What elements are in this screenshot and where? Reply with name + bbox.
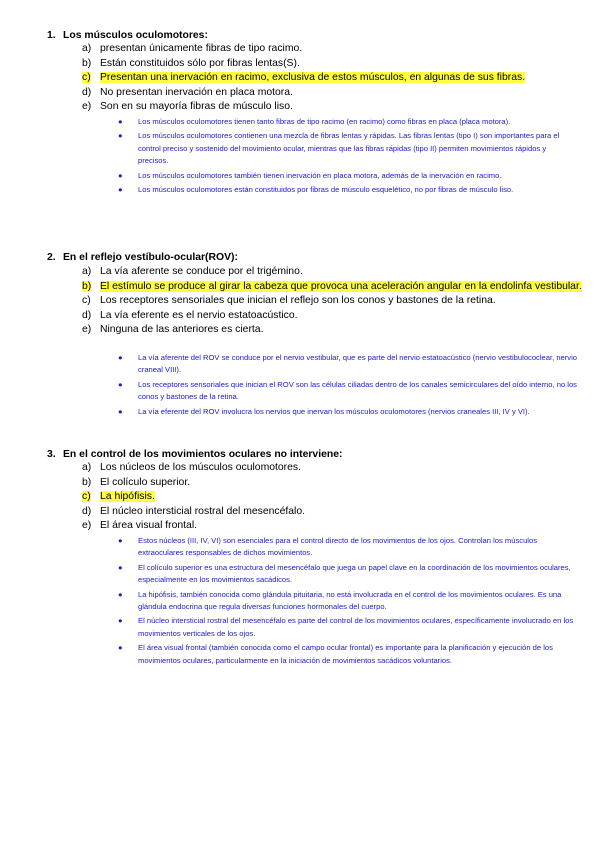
option-d: d) El núcleo intersticial rostral del mesencéfalo.: [82, 505, 306, 517]
note-item: ● La vía aferente del ROV se conduce por el nervio vestibular, que es parte del nervio estatoacústico (nervio vestibulococlear, nervio craneal VIII).: [118, 353, 577, 375]
note-item: ● Los músculos oculomotores también tienen inervación en placa motora, además de la inervación en racimo.: [118, 170, 578, 182]
option-b-correct: b) El estímulo se produce al girar la cabeza que provoca una aceleración angular en la endolinfa vestibular.: [82, 280, 582, 292]
option-e: e) Son en su mayoría fibras de músculo liso.: [82, 101, 293, 113]
bullet-icon: ●: [118, 643, 123, 653]
option-a: a) Los núcleos de los músculos oculomotores.: [82, 462, 301, 473]
question-number: 1.: [47, 30, 56, 41]
question-number: 2.: [47, 252, 56, 263]
note-item: ● Los músculos oculomotores están constituidos por fibras de músculo esquelético, no por fibras de músculo liso.: [118, 184, 578, 196]
question-text: En el control de los movimientos oculares no interviene:: [63, 449, 343, 460]
note-item: ● El núcleo intersticial rostral del mesencéfalo es parte del control de los movimientos oculares, específicamente involucrado en los movimientos verticales de los ojos.: [118, 616, 574, 638]
option-a: a) presentan únicamente fibras de tipo racimo.: [82, 43, 303, 54]
option-c-correct: c) La hipófisis.: [82, 491, 155, 503]
bullet-icon: ●: [118, 536, 123, 545]
bullet-icon: ●: [118, 406, 123, 416]
note-item: ● Los músculos oculomotores tienen tanto fibras de tipo racimo (en racimo) como fibras en placa (placa motora).: [118, 116, 578, 128]
option-d: d) No presentan inervación en placa motora.: [82, 86, 293, 98]
bullet-icon: ●: [118, 131, 123, 141]
option-c: c) Los receptores sensoriales que inician el reflejo son los conos y bastones de la retina.: [82, 295, 496, 307]
note-item: ● El colículo superior es una estructura del mesencéfalo que juega un papel clave en la coordinación de los movimientos oculares, especialmente en los movimientos sacádicos.: [118, 562, 571, 585]
note-item: ● La hipófisis, también conocida como glándula pituitaria, no está involucrada en el control de los movimientos oculares. Es una glándula endocrina que regula diversas funciones hormonales del cuerpo.: [118, 589, 562, 612]
explanation-notes: [118, 116, 578, 198]
bullet-icon: ●: [118, 379, 123, 389]
question-title: [47, 29, 208, 43]
question-number: 3.: [47, 449, 56, 460]
option-b: b) Están constituidos sólo por fibras lentas(S).: [82, 57, 300, 69]
question-text: En el reflejo vestíbulo-ocular(ROV):: [63, 252, 238, 263]
note-item: ● Estos núcleos (III, IV, VI) son esenciales para el control directo de los movimientos de los ojos. Controlan los músculos extraoculares responsables de dichos movimientos.: [118, 536, 538, 558]
bullet-icon: ●: [118, 353, 123, 362]
bullet-icon: ●: [118, 170, 123, 180]
note-item: ● Los receptores sensoriales que inician el ROV son las células ciliadas dentro de los canales semicirculares del oído interno, no los conos y bastones de la retina.: [118, 379, 577, 402]
option-d: d) La vía eferente es el nervio estatoacústico.: [82, 309, 298, 321]
option-e: e) El área visual frontal.: [82, 520, 198, 532]
option-b: b) El colículo superior.: [82, 476, 191, 488]
option-c-correct: c) Presentan una inervación en racimo, exclusiva de estos músculos, en algunas de sus fibras.: [82, 72, 526, 84]
option-e: e) Ninguna de las anteriores es cierta.: [82, 324, 264, 336]
options-list: [82, 265, 582, 338]
question-text: Los músculos oculomotores:: [63, 30, 208, 41]
note-item: ● Los músculos oculomotores contienen una mezcla de fibras lentas y rápidas. Las fibras lentas (tipo I) son importantes para el control preciso y sostenido del movimiento ocular, mientras que las fibras rápidas (tipo II) permiten movimientos rápidos y precisos.: [118, 131, 560, 166]
options-list: [82, 42, 582, 115]
bullet-icon: ●: [118, 185, 123, 195]
bullet-icon: ●: [118, 562, 123, 572]
question-title: [47, 251, 238, 265]
option-a: a) La vía aferente se conduce por el trigémino.: [82, 266, 303, 277]
note-item: ● La vía eferente del ROV involucra los nervios que inervan los músculos oculomotores (nervios craneales III, IV y VI).: [118, 406, 578, 418]
bullet-icon: ●: [118, 616, 123, 626]
question-title: [47, 448, 342, 462]
note-item: ● El área visual frontal (también conocida como el campo ocular frontal) es importante para la planificación y ejecución de los movimientos oculares, particularmente en la iniciación de movimientos sacádicos voluntarios.: [118, 643, 553, 665]
explanation-notes: [118, 535, 578, 669]
bullet-icon: ●: [118, 589, 123, 599]
bullet-icon: ●: [118, 117, 123, 126]
explanation-notes: [118, 352, 578, 420]
options-list: [82, 461, 582, 534]
